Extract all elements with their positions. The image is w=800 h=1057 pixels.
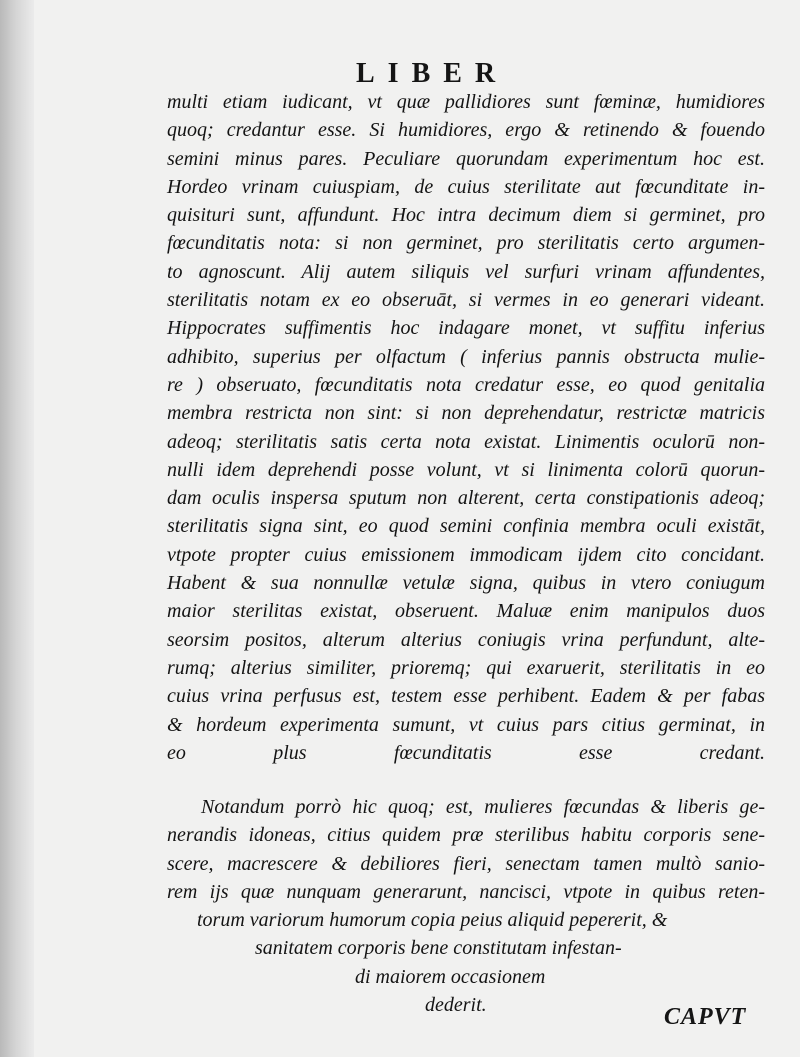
text-line: Hordeo vrinam cuiuspiam, de cuius sterilitate aut fœcunditate in- xyxy=(167,175,765,198)
text-line: & hordeum experimenta sumunt, vt cuius pars citius germinat, in xyxy=(167,713,765,736)
text-line: semini minus pares. Peculiare quorundam experimentum hoc est. xyxy=(167,147,765,170)
text-line: cuius vrina perfusus est, testem esse perhibent. Eadem & per fabas xyxy=(167,685,765,708)
text-line: di maiorem occasionem xyxy=(355,965,546,988)
text-line: membra restricta non sint: si non deprehendatur, restrictæ matricis xyxy=(167,402,765,425)
catchword: CAPVT xyxy=(664,1004,747,1030)
text-line: sterilitatis signa sint, eo quod semini confinia membra oculi existāt, xyxy=(167,515,765,538)
text-line: quoq; credantur esse. Si humidiores, ergo & retinendo & fouendo xyxy=(167,119,765,142)
text-line: Notandum porrò hic quoq; est, mulieres fœcundas & liberis ge- xyxy=(201,796,765,818)
text-line: torum variorum humorum copia peius aliquid pepererit, & xyxy=(197,909,668,932)
text-line: dederit. xyxy=(425,994,487,1017)
text-line: adhibito, superius per olfactum ( inferius pannis obstructa mulie- xyxy=(167,345,765,368)
text-line: rumq; alterius similiter, prioremq; qui exaruerit, sterilitatis in eo xyxy=(167,656,765,679)
text-line: re ) obseruato, fœcunditatis nota credatur esse, eo quod genitalia xyxy=(167,373,765,396)
text-line: vtpote propter cuius emissionem immodicam ijdem cito concidant. xyxy=(167,543,765,566)
running-header: LIBER xyxy=(356,58,509,89)
text-line: quisituri sunt, affundunt. Hoc intra decimum diem si germinet, pro xyxy=(167,204,765,227)
text-line: scere, macrescere & debiliores fieri, senectam tamen multò sanio- xyxy=(167,852,765,875)
text-line-last: eo plus fœcunditatis esse credant. xyxy=(167,741,765,764)
second-paragraph xyxy=(167,793,765,1019)
text-line: dam oculis inspersa sputum non alterent, certa constipationis adeoq; xyxy=(167,487,765,510)
text-line: nerandis idoneas, citius quidem præ sterilibus habitu corporis sene- xyxy=(167,824,765,847)
main-paragraph xyxy=(167,88,765,767)
text-line: sterilitatis notam ex eo obseruāt, si vermes in eo generari videant. xyxy=(167,289,765,312)
text-line: Habent & sua nonnullæ vetulæ signa, quibus in vtero coniugum xyxy=(167,572,765,595)
text-line: seorsim positos, alterum alterius coniugis vrina perfundunt, alte- xyxy=(167,628,765,651)
text-line: fœcunditatis nota: si non germinet, pro sterilitatis certo argumen- xyxy=(167,232,765,255)
text-line: Hippocrates suffimentis hoc indagare monet, vt suffitu inferius xyxy=(167,317,765,340)
text-line: nulli idem deprehendi posse volunt, vt si linimenta colorū quorun- xyxy=(167,458,765,481)
text-line: to agnoscunt. Alij autem siliquis vel surfuri vrinam affundentes, xyxy=(167,260,765,283)
text-line: rem ijs quæ nunquam generarunt, nancisci, vtpote in quibus reten- xyxy=(167,880,765,903)
text-line: adeoq; sterilitatis satis certa nota existat. Linimentis oculorū non- xyxy=(167,430,765,453)
page-gutter-shadow xyxy=(0,0,34,1057)
text-line: maior sterilitas existat, obseruent. Maluæ enim manipulos duos xyxy=(167,600,765,623)
text-line: sanitatem corporis bene constitutam infestan- xyxy=(255,937,622,960)
text-line: multi etiam iudicant, vt quæ pallidiores sunt fœminæ, humidiores xyxy=(167,91,765,113)
